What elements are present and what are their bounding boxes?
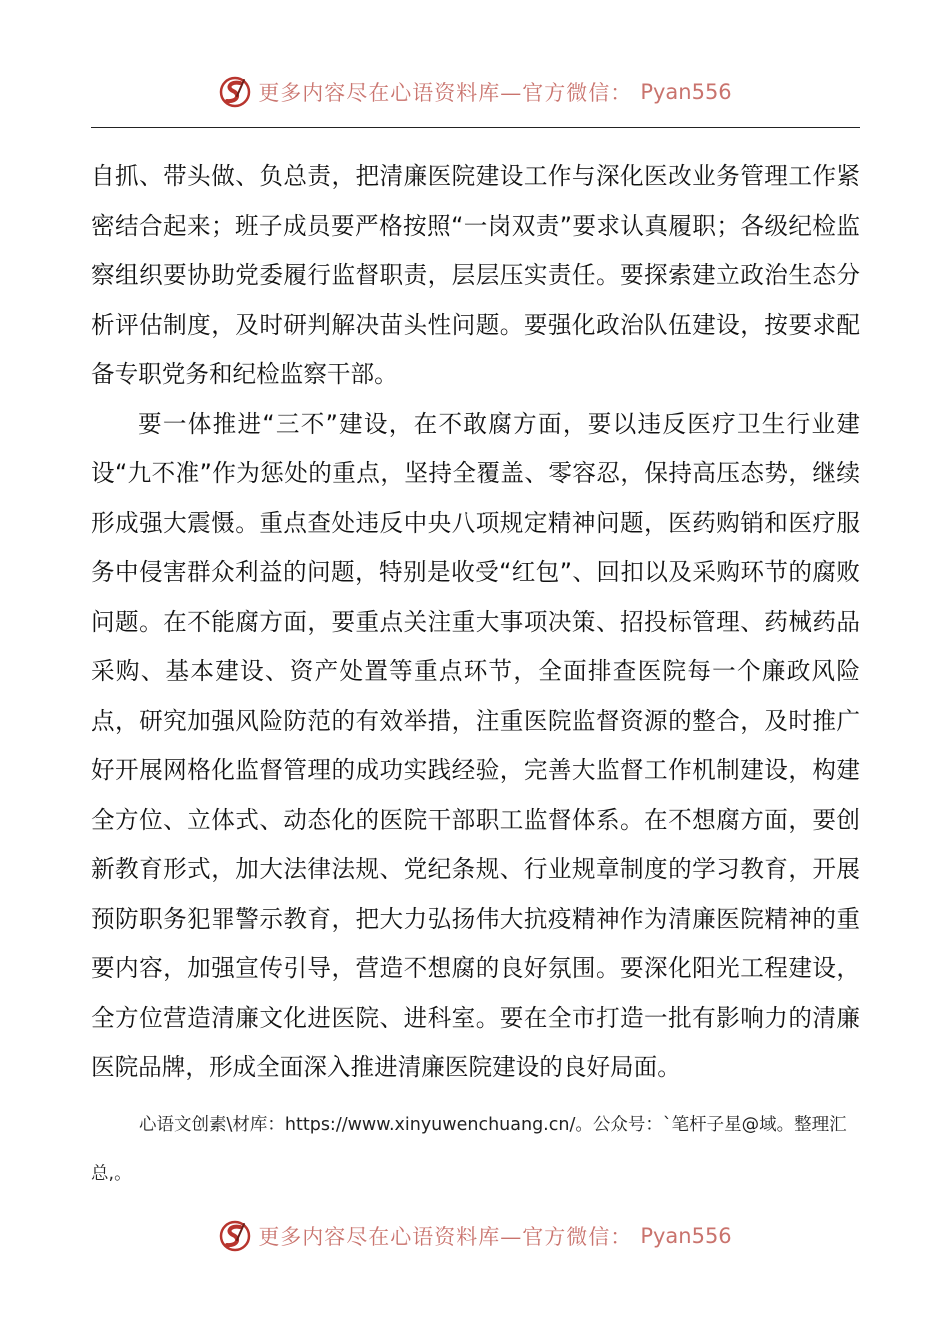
page-header: [0, 70, 950, 114]
footer-wechat-id: Pyan556: [640, 1224, 732, 1248]
header-banner-text: 更多内容尽在心语资料库—官方微信：: [258, 81, 633, 105]
brush-logo-icon: [218, 1219, 252, 1253]
header-banner: [218, 75, 731, 109]
body-paragraph-1: 自抓、带头做、负总责，把清廉医院建设工作与深化医改业务管理工作紧密结合起来；班子成员要严格按照“一岗双责”要求认真履职；各级纪检监察组织要协助党委履行监督职责，层层压实责任。要探索建立政治生态分析评估制度，及时研判解决苗头性问题。要强化政治队伍建设，按要求配备专职党务和纪检监察干部。: [91, 162, 860, 388]
header-divider: [91, 127, 860, 128]
footer-banner-text: 更多内容尽在心语资料库—官方微信：: [258, 1225, 633, 1249]
body-paragraph-2: 要一体推进“三不”建设，在不敢腐方面，要以违反医疗卫生行业建设“九不准”作为惩处的重点，坚持全覆盖、零容忍，保持高压态势，继续形成强大震慑。重点查处违反中央八项规定精神问题，医药购销和医疗服务中侵害群众利益的问题，特别是收受“红包”、回扣以及采购环节的腐败问题。在不能腐方面，要重点关注重大事项决策、招投标管理、药械药品采购、基本建设、资产处置等重点环节，全面排查医院每一个廉政风险点，研究加强风险防范的有效举措，注重医院监督资源的整合，及时推广好开展网格化监督管理的成功实践经验，完善大监督工作机制建设，构建全方位、立体式、动态化的医院干部职工监督体系。在不想腐方面，要创新教育形式，加大法律法规、党纪条规、行业规章制度的学习教育，开展预防职务犯罪警示教育，把大力弘扬伟大抗疫精神作为清廉医院精神的重要内容，加强宣传引导，营造不想腐的良好氛围。要深化阳光工程建设，全方位营造清廉文化进医院、进科室。要在全市打造一批有影响力的清廉医院品牌，形成全面深入推进清廉医院建设的良好局面。: [91, 409, 860, 1081]
brush-logo-icon: [218, 75, 252, 109]
footer-banner: [218, 1219, 731, 1253]
document-body: [91, 152, 860, 1093]
page-footer: [0, 1214, 950, 1258]
header-wechat-id: Pyan556: [640, 80, 732, 104]
source-note: 心语文创素\材库：https://www.xinyuwenchuang.cn/。公众号：`笔杆子星@域。整理汇总,。: [91, 1115, 847, 1184]
